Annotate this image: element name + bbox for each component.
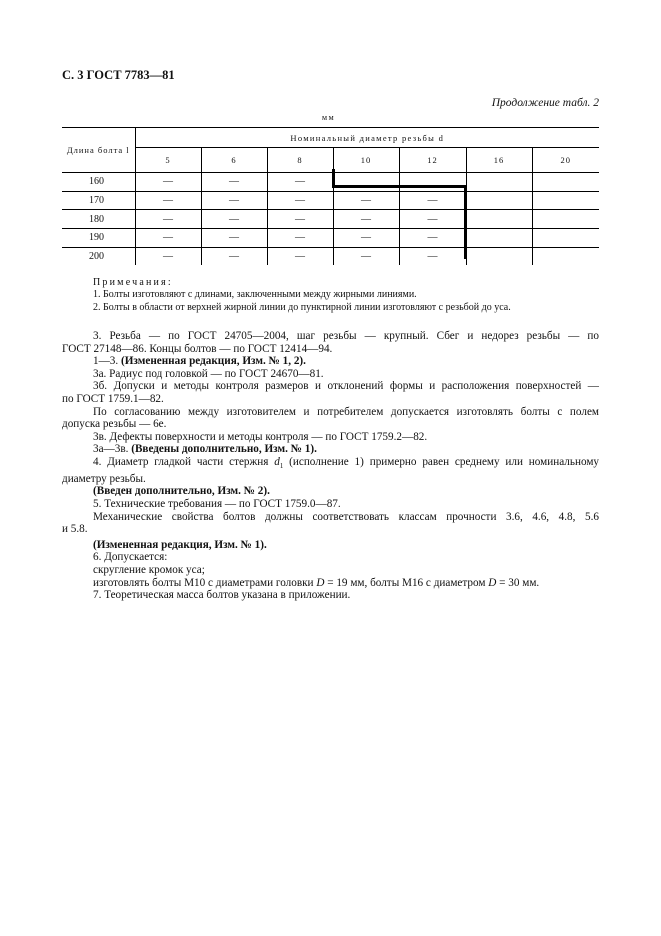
length-cell: 170 [62,191,135,210]
table-continuation-label: Продолжение табл. 2 [491,97,599,109]
note-item: 1. Болты изготовляют с длинами, заключенными между жирными линиями. [93,289,417,301]
notes-title: Примечания: [93,277,173,288]
value-cell [532,173,599,192]
paragraph: 1—3. (Измененная редакция, Изм. № 1, 2). [93,355,306,368]
value-cell: — [201,210,267,229]
diameter-header-row [62,148,599,173]
value-cell: — [267,247,333,265]
value-cell: — [333,191,399,210]
paragraph: по ГОСТ 1759.1—82. [62,392,164,405]
table-row [62,191,599,210]
nominal-diameter-header: Номинальный диаметр резьбы d [135,128,599,148]
paragraph: 3а. Радиус под головкой — по ГОСТ 24670—81. [93,367,324,380]
paragraph: 6. Допускается: [93,551,168,564]
diameter-header: 10 [333,148,399,173]
paragraph: изготовлять болты М10 с диаметрами головки D = 19 мм, болты М16 с диаметром D = 30 мм. [93,576,540,589]
value-cell: — [201,191,267,210]
length-cell: 200 [62,247,135,265]
length-cell: 160 [62,173,135,192]
diameter-header: 8 [267,148,333,173]
table-row [62,229,599,248]
paragraph: (Измененная редакция, Изм. № 1). [93,538,267,551]
length-cell: 180 [62,210,135,229]
value-cell: — [399,247,466,265]
paragraph: 4. Диаметр гладкой части стержня $d_1$ (исполнение 1) примерно равен среднему или номинальному [93,455,600,471]
value-cell: — [399,191,466,210]
value-cell [333,173,399,192]
value-cell: — [135,247,201,265]
unit-label: мм [322,113,336,122]
diameter-header: 16 [466,148,532,173]
diameter-header: 12 [399,148,466,173]
length-header: Длина болта l [62,128,135,173]
length-cell: 190 [62,229,135,248]
paragraph: 3в. Дефекты поверхности и методы контроля — по ГОСТ 1759.2—82. [93,430,428,443]
paragraph: 3а—3в. (Введены дополнительно, Изм. № 1). [93,443,317,456]
value-cell: — [333,210,399,229]
value-cell [399,173,466,192]
note-item: 2. Болты в области от верхней жирной линии до пунктирной линии изготовляют с резьбой до уса. [93,301,511,313]
value-cell: — [399,229,466,248]
thick-boundary-line [464,185,467,259]
value-cell: — [135,210,201,229]
value-cell: — [267,229,333,248]
value-cell: — [135,173,201,192]
value-cell: — [399,210,466,229]
diameter-header: 5 [135,148,201,173]
value-cell: — [135,229,201,248]
dimensions-table-container [62,127,599,265]
value-cell: — [201,247,267,265]
value-cell [532,191,599,210]
paragraph: диаметру резьбы. [62,472,146,485]
value-cell: — [267,191,333,210]
paragraph: 5. Технические требования — по ГОСТ 1759.0—87. [93,497,341,510]
page-header: С. 3 ГОСТ 7783—81 [62,68,175,82]
value-cell [532,229,599,248]
paragraph: ГОСТ 27148—86. Концы болтов — по ГОСТ 12414—94. [62,342,333,355]
value-cell [466,173,532,192]
paragraph: допуска резьбы — 6е. [62,418,167,431]
paragraph: (Введен дополнительно, Изм. № 2). [93,485,270,498]
table-row [62,173,599,192]
table-row [62,247,599,265]
diameter-header: 20 [532,148,599,173]
value-cell: — [201,229,267,248]
value-cell: — [201,173,267,192]
value-cell: — [135,191,201,210]
paragraph: 7. Теоретическая масса болтов указана в приложении. [93,589,351,602]
paragraph: Механические свойства болтов должны соответствовать классам прочности 3.6, 4.6, 4.8, 5.6 [93,510,599,523]
paragraph: По согласованию между изготовителем и потребителем допускается изготовлять болты с полем [93,405,599,418]
value-cell [532,247,599,265]
paragraph: 3б. Допуски и методы контроля размеров и отклонений формы и расположения поверхностей — [93,380,599,393]
thick-boundary-line [332,185,467,188]
paragraph: скругление кромок уса; [93,563,205,576]
value-cell: — [267,210,333,229]
value-cell [532,210,599,229]
notes-block [93,277,613,314]
value-cell [466,229,532,248]
value-cell [466,191,532,210]
value-cell: — [267,173,333,192]
paragraph: 3. Резьба — по ГОСТ 24705—2004, шаг резьбы — крупный. Сбег и недорез резьбы — по [93,330,599,342]
table-row [62,210,599,229]
body-text [62,330,600,602]
value-cell [466,247,532,265]
value-cell: — [333,247,399,265]
diameter-header: 6 [201,148,267,173]
value-cell: — [333,229,399,248]
paragraph: и 5.8. [62,523,88,536]
value-cell [466,210,532,229]
dimensions-table [62,127,599,265]
